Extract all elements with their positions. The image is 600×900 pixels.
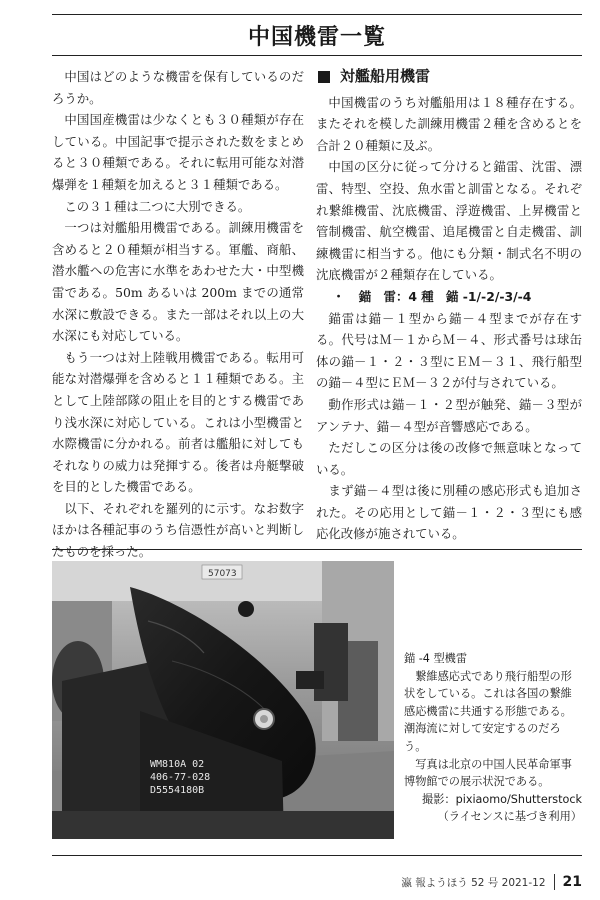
license-note: （ライセンスに基づき利用） xyxy=(437,810,582,824)
left-paragraph: もう一つは対上陸戦用機雷である。転用可能な対潜爆弾を含めると１１種類である。主として上陸部隊の阻止を目的とする機雷であり浅水深に対応している。これは小型機雷と水際機雷に分かれる。前者は艦船に対してもそれなりの威力は発揮する。後者は舟艇撃破を目的とした機雷である。 xyxy=(52,349,304,495)
sub-heading-bullet: ・ xyxy=(332,288,345,304)
mine-illustration xyxy=(52,561,394,839)
left-paragraph: 以下、それぞれを羅列的に示す。なお数字ほかは各種記事のうち信憑性が高いと判断したものを採った。 xyxy=(52,500,304,560)
footer-divider xyxy=(52,855,582,856)
right-paragraph: 錨雷は錨－１型から錨－４型までが存在する。代号はＭ－１からＭ－４、形式番号は球缶体の錨－１・２・３型にＥＭ－３１、飛行船型の錨－４型にＥＭ－３２が付与されている。 xyxy=(316,310,582,391)
square-bullet-icon xyxy=(318,71,330,83)
right-column xyxy=(316,66,582,545)
right-paragraph: 中国の区分に従って分けると錨雷、沈雷、漂雷、特型、空投、魚水雷と訓雷となる。それぞれ繋維機雷、沈底機雷、浮遊機雷、上昇機雷と管制機雷、航空機雷、追尾機雷と自走機雷、訓練機雷に相当する。他にも分類・制式名不明の沈底機雷が２種類存在している。 xyxy=(316,159,582,283)
caption-title: 錨 -4 型機雷 xyxy=(404,652,468,665)
photo-credit: 撮影：pixiaomo/Shutterstock xyxy=(422,792,582,806)
left-paragraph: 一つは対艦船用機雷である。訓練用機雷を含めると２０種類が相当する。軍艦、商船、潜水艦への危害に水準をあわせた大・中型機雷である。50m あるいは 200m までの通常水深に敷設できる。また一部はそれ以上の大水深にも対応している。 xyxy=(52,220,304,344)
photo-top-divider xyxy=(52,549,582,550)
publication-info: 瀛 報ようほう 52 号 2021-12 xyxy=(401,876,546,889)
left-column xyxy=(52,66,304,563)
photo-caption xyxy=(404,650,582,826)
right-paragraph: 動作形式は錨－１・２型が触発、錨－３型がアンテナ、錨－４型が音響感応である。 xyxy=(316,396,582,434)
section-heading-text: 対艦船用機雷 xyxy=(340,67,431,85)
title-bar xyxy=(52,14,582,56)
footer-separator xyxy=(554,874,555,890)
caption-paragraph: 繋維感応式であり飛行船型の形状をしている。これは各国の繋維感応機雷に共通する形態である。潮海流に対して安定するのだろう。 xyxy=(404,669,572,753)
mine-photo xyxy=(52,561,394,839)
right-paragraph: まず錨－４型は後に別種の感応形式も追加された。その応用として錨－１・２・３型にも感応化改修が施されている。 xyxy=(316,483,582,542)
caption-paragraph: 写真は北京の中国人民革命軍事博物館での展示状況である。 xyxy=(404,757,572,789)
stencil-line-2: 406-77-028 xyxy=(150,772,211,783)
right-paragraph: 中国機雷のうち対艦船用は１８種存在する。またそれを模した訓練用機雷２種を含めるとを合計２０種類に及ぶ。 xyxy=(316,94,582,153)
stencil-line-3: D5554180B xyxy=(150,785,205,796)
sub-heading-text: 錨 雷：4 種 錨 -1/-2/-3/-4 xyxy=(358,288,532,304)
page-footer xyxy=(400,872,582,892)
left-paragraph: 中国はどのような機雷を保有しているのだろうか。 xyxy=(52,69,304,106)
page-title: 中国機雷一覧 xyxy=(247,24,386,50)
stencil-line-1: WM810A 02 xyxy=(150,759,205,770)
page-number: 21 xyxy=(562,874,582,890)
left-paragraph: この３１種は二つに大別できる。 xyxy=(64,198,251,214)
right-paragraph: ただしこの区分は後の改修で無意味となっている。 xyxy=(316,440,582,477)
left-paragraph: 中国国産機雷は少なくとも３０種類が存在している。中国記事で提示された数をまとめると３０種類である。それに転用可能な対潜爆弾を１種類を加えると３１種類である。 xyxy=(52,112,304,192)
sub-heading xyxy=(316,286,582,308)
section-heading xyxy=(316,66,582,88)
background-sign: 57073 xyxy=(208,569,237,579)
